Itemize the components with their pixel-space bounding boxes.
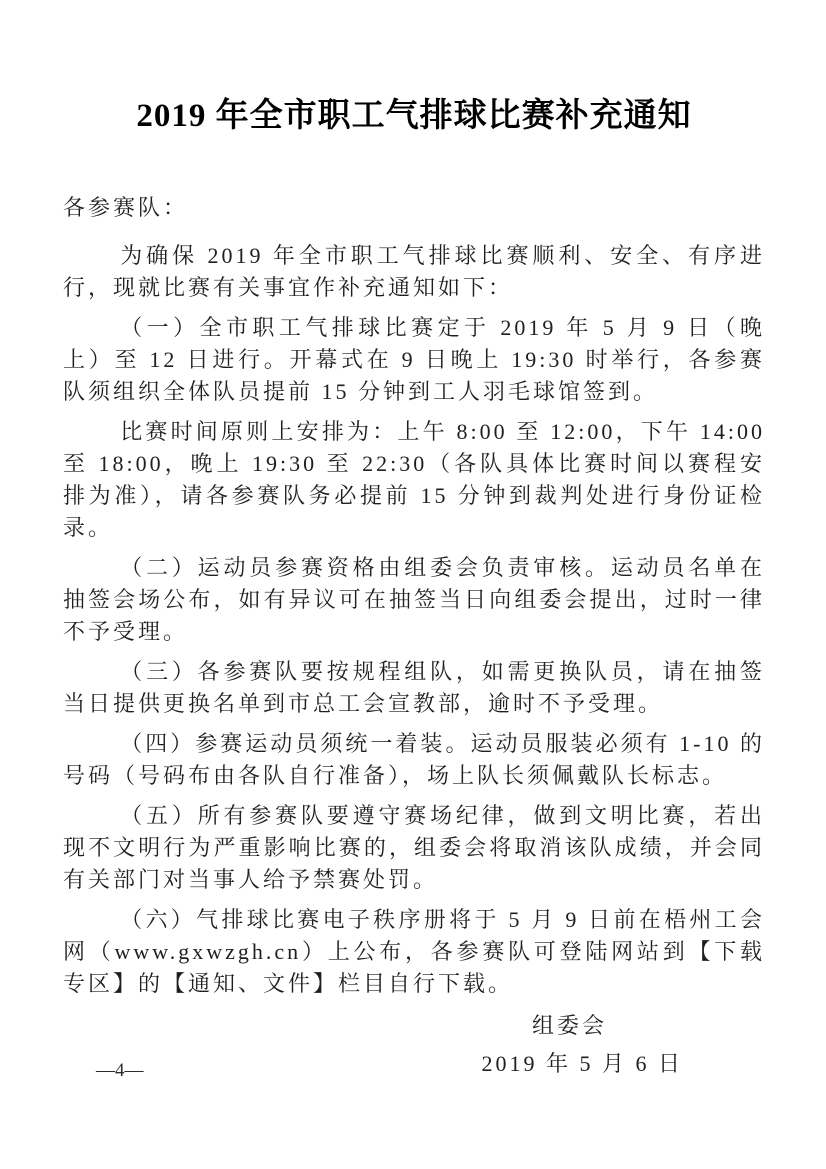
document-body	[63, 240, 765, 1000]
signature-committee: 组委会	[531, 1013, 607, 1038]
body-paragraph: （六）气排球比赛电子秩序册将于 5 月 9 日前在梧州工会网（www.gxwzgh.cn）上公布，各参赛队可登陆网站到【下载专区】的【通知、文件】栏目自行下载。	[63, 907, 765, 996]
body-paragraph: （五）所有参赛队要遵守赛场纪律，做到文明比赛，若出现不文明行为严重影响比赛的，组委会将取消该队成绩，并会同有关部门对当事人给予禁赛处罚。	[63, 803, 765, 892]
body-paragraph: 比赛时间原则上安排为：上午 8:00 至 12:00，下午 14:00 至 18:00，晚上 19:30 至 22:30（各队具体比赛时间以赛程安排为准），请各参赛队务必提前 15 分钟到裁判处进行身份证检录。	[63, 419, 765, 540]
document-content	[63, 0, 765, 1084]
body-paragraph: 为确保 2019 年全市职工气排球比赛顺利、安全、有序进行，现就比赛有关事宜作补充通知如下：	[63, 243, 765, 300]
signature-date: 2019 年 5 月 6 日	[481, 1051, 683, 1076]
document-title: 2019 年全市职工气排球比赛补充通知	[136, 98, 692, 134]
body-paragraph: （三）各参赛队要按规程组队，如需更换队员，请在抽签当日提供更换名单到市总工会宣教部，逾时不予受理。	[63, 659, 765, 716]
page-number: —4—	[96, 1060, 144, 1081]
salutation: 各参赛队：	[63, 195, 189, 220]
body-paragraph: （四）参赛运动员须统一着装。运动员服装必须有 1-10 的号码（号码布由各队自行准备），场上队长须佩戴队长标志。	[63, 731, 765, 788]
body-paragraph: （一）全市职工气排球比赛定于 2019 年 5 月 9 日（晚上）至 12 日进行。开幕式在 9 日晚上 19:30 时举行，各参赛队须组织全体队员提前 15 分钟到工人羽毛球馆签到。	[63, 315, 765, 404]
signature-block	[63, 1008, 765, 1084]
body-paragraph: （二）运动员参赛资格由组委会负责审核。运动员名单在抽签会场公布，如有异议可在抽签当日向组委会提出，过时一律不予受理。	[63, 555, 765, 644]
